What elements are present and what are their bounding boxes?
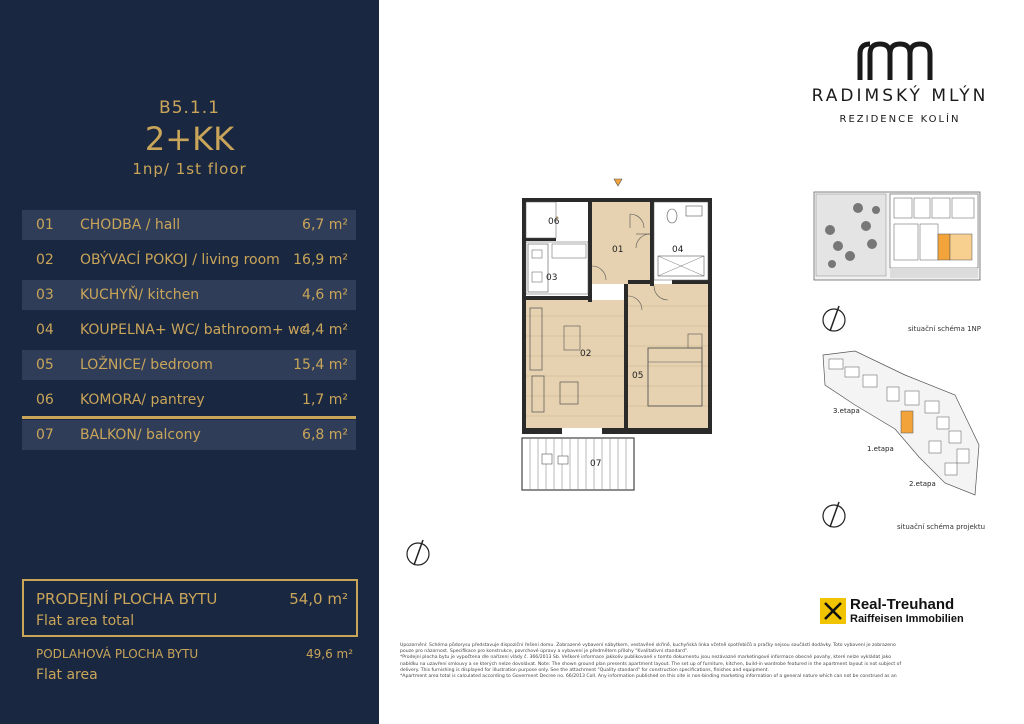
room-name: KOMORA/ pantrey <box>80 392 205 408</box>
room-area: 6,8 m² <box>302 427 348 443</box>
room-row <box>22 315 356 345</box>
room-number: 03 <box>36 287 54 303</box>
room-number: 02 <box>36 252 54 268</box>
disclaimer-line: Upozornění: Schéma půdorysu představuje dispoziční řešení domu. Zobrazené vybavení nábytkem, vestavěné skříně, kuchyňská linka včetně spotřebičů a pračky nejsou součástí dodávky. Toto vybavení je zobrazeno <box>400 643 896 648</box>
room-name: KUCHYŇ/ kitchen <box>80 287 200 303</box>
project-scheme-caption: situační schéma projektu <box>897 523 986 531</box>
room-number: 01 <box>36 217 54 233</box>
room-name: BALKON/ balcony <box>80 427 201 443</box>
disclaimer-line: delivery. This furnishing is displayed for illustration purpose only. See the attachment "Quality standard" for construction specifications, finishes and equipment. <box>400 667 770 673</box>
raiffeisen-cross-icon <box>820 598 846 624</box>
disclaimer-line: *Apartment area total is calculated according to Goverment Decree no. 66/2013 Coll. Any information published on this site is non-binding marketing information of a general nature which can not be construed as an <box>400 674 897 680</box>
room-row <box>22 280 356 310</box>
plan-label-03: 03 <box>546 273 558 283</box>
floor-area-value: 49,6 m² <box>306 647 354 661</box>
total-area-value: 54,0 m² <box>289 590 348 608</box>
partner-name: Real-Treuhand <box>850 596 955 613</box>
room-number: 04 <box>36 322 54 338</box>
room-name: CHODBA / hall <box>80 217 181 233</box>
project-scheme <box>815 345 985 505</box>
room-name: LOŽNICE/ bedroom <box>80 357 213 373</box>
brand-subtitle: REZIDENCE KOLÍN <box>839 114 961 125</box>
room-area: 16,9 m² <box>293 252 348 268</box>
divider <box>22 416 356 419</box>
brand-name: RADIMSKÝ MLÝN <box>811 86 989 106</box>
etapa-1-label: 1.etapa <box>867 445 894 453</box>
disclaimer-line: nabídku na uzavření smlouvy a se kterých nelze dovolávat. Note: The shown ground plan presents apartment layout. The set up of furniture, kitchen, build-in wardrobe featured in the apartment layout is not subject of <box>400 661 902 667</box>
floor-area-sub: Flat area <box>36 667 98 683</box>
entrance-marker-icon <box>614 179 622 186</box>
plan-label-07: 07 <box>590 459 602 469</box>
room-area: 4,4 m² <box>302 322 348 338</box>
room-area: 6,7 m² <box>302 217 348 233</box>
living-room-floor <box>526 300 624 428</box>
room-row <box>22 385 356 415</box>
disclaimer <box>400 643 982 680</box>
room-row <box>22 420 356 450</box>
plan-label-04: 04 <box>672 245 684 255</box>
plan-label-05: 05 <box>632 371 644 381</box>
plan-label-02: 02 <box>580 349 592 359</box>
plan-label-01: 01 <box>612 245 624 255</box>
unit-type: 2+KK <box>144 120 235 158</box>
brand-logo <box>800 40 1000 125</box>
room-row <box>22 210 356 240</box>
room-row <box>22 245 356 275</box>
compass-icon <box>820 500 848 534</box>
total-area-sub: Flat area total <box>36 613 135 629</box>
compass-icon <box>404 538 432 572</box>
total-area-box <box>22 579 358 637</box>
plan-label-06: 06 <box>548 217 560 227</box>
room-number: 05 <box>36 357 54 373</box>
floor-plan <box>512 176 722 496</box>
room-number: 06 <box>36 392 54 408</box>
partner-logo <box>820 596 985 628</box>
room-name: OBÝVACÍ POKOJ / living room <box>80 252 280 268</box>
etapa-3-label: 3.etapa <box>833 407 860 415</box>
bathroom <box>654 202 708 280</box>
room-number: 07 <box>36 427 54 443</box>
rm-logo-icon <box>800 40 1000 82</box>
room-area: 4,6 m² <box>302 287 348 303</box>
room-area: 1,7 m² <box>302 392 348 408</box>
compass-icon <box>820 304 848 338</box>
disclaimer-line: pouze pro názornost. Specifikace pro konstrukce, povrchové úpravy a vybavení je předmětem přílohy "Kvalitativní standard". <box>400 649 689 655</box>
floor-area-label: PODLAHOVÁ PLOCHA BYTU <box>36 647 199 661</box>
partner-subtitle: Raiffeisen Immobilien <box>850 613 964 625</box>
site-scheme-1np <box>812 190 982 282</box>
etapa-2-label: 2.etapa <box>909 480 936 488</box>
room-name: KOUPELNA+ WC/ bathroom+ wc <box>80 322 308 338</box>
total-area-label: PRODEJNÍ PLOCHA BYTU <box>36 590 218 608</box>
unit-floor: 1np/ 1st floor <box>132 160 247 178</box>
room-row <box>22 350 356 380</box>
info-panel <box>0 0 379 724</box>
room-area: 15,4 m² <box>293 357 348 373</box>
hall-floor <box>592 202 650 284</box>
unit-code: B5.1.1 <box>159 98 220 118</box>
disclaimer-line: *Prodejní plocha bytu je vypočtena dle nařízení vlády č. 366/2013 Sb. Veškeré informace jakkoliv publikované v tomto dokumentu jsou nezávazné marketingové informace obecné povahy, které nelze vykládat jako <box>400 655 892 661</box>
site-scheme-caption: situační schéma 1NP <box>908 325 982 333</box>
